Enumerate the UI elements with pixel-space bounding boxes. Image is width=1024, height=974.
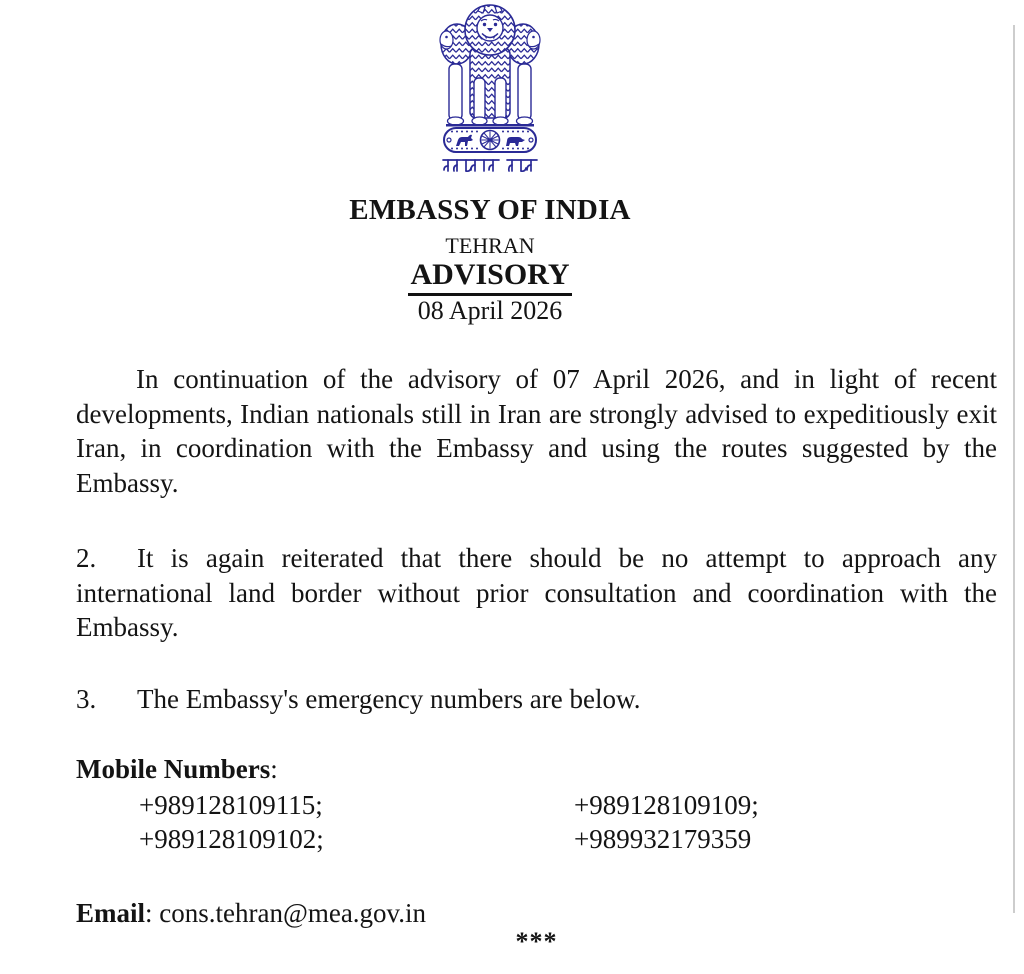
doc-type-title: ADVISORY [0,258,980,296]
phone-number-3: +989128109102; [139,823,324,854]
advisory-date: 08 April 2026 [417,296,563,325]
mobile-numbers-label: Mobile Numbers: [76,754,278,784]
paragraph-2-text: It is again reiterated that there should be no attempt to approach any international land border without prior consultation and coordination with the Embassy. [76,543,997,643]
paragraph-3 [76,682,997,717]
phone-number-2: +989128109109; [574,790,759,820]
paragraph-1: In continuation of the advisory of 07 April 2026, and in light of recent developments, Indian nationals still in Iran are strongly advised to expeditiously exit Iran, in coordination with the Embassy and using the routes suggested by the Embassy. [76,364,997,498]
email-label: Email [76,898,146,928]
city-title: TEHRAN [445,233,535,258]
paragraph-3-number: 3. [76,684,97,714]
paragraph-2-number: 2. [76,543,97,573]
end-mark: *** [515,927,558,956]
phone-row-1 [76,789,997,823]
paragraph-3-text: The Embassy's emergency numbers are below. [137,684,641,714]
page-edge-divider [1013,25,1015,913]
phone-row-2 [76,823,997,857]
phone-number-4: +989932179359 [574,823,752,854]
paragraph-2 [76,541,997,645]
state-emblem-of-india-icon [430,2,550,154]
phone-number-1: +989128109115; [139,790,323,820]
embassy-title: EMBASSY OF INDIA [349,194,631,226]
email-address: : cons.tehran@mea.gov.in [145,898,427,928]
phone-number-list [76,789,997,856]
satyameva-jayate-motto [441,156,539,176]
